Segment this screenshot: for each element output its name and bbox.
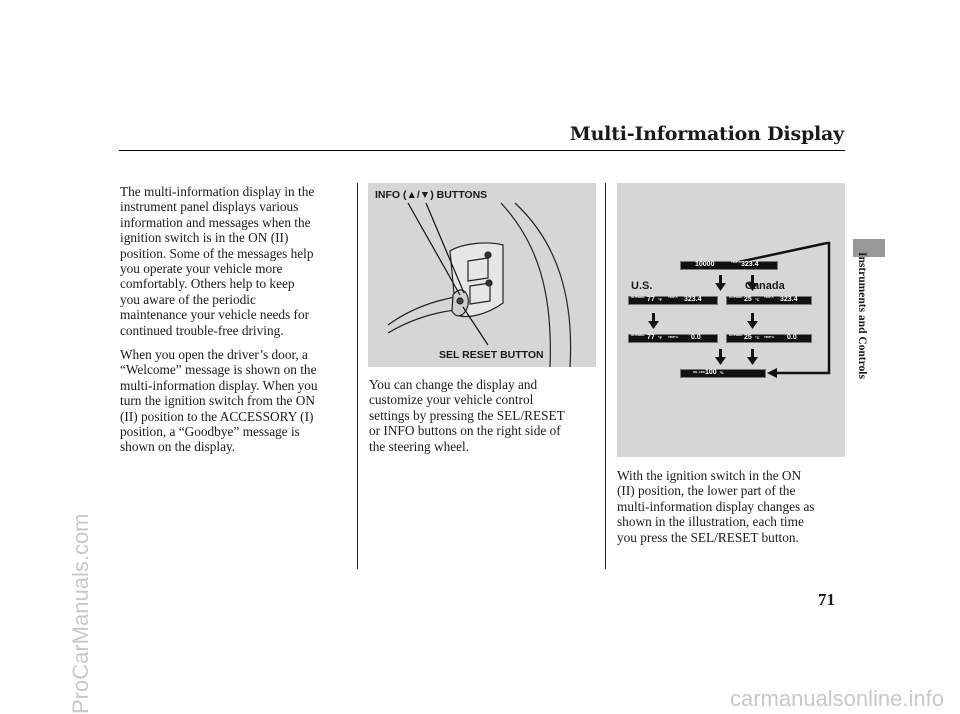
watermark-bottom: carmanualsonline.info	[729, 686, 944, 711]
sequence-paragraph: With the ignition switch in the ON (II) position, the lower part of the multi-information display changes as shown in the illustration, each time you press the SEL/RESET button.	[617, 468, 815, 545]
section-tab-label: Instruments and Controls	[856, 252, 868, 379]
title-rule	[119, 150, 845, 151]
info-buttons-label: INFO (▲/▼) BUTTONS	[375, 189, 488, 201]
column-divider	[605, 183, 606, 569]
page-number: 71	[818, 590, 835, 609]
welcome-paragraph: When you open the driver’s door, a “Welcome” message is shown on the multi-information display. When you turn the ignition switch from the ON (II) position to the ACCESSORY (I) position, a “Goodbye” message is shown on the display.	[120, 347, 318, 455]
us-label: U.S.	[631, 280, 653, 292]
lcd-oil-life: OIL LIFE 100 %	[680, 369, 766, 378]
controls-paragraph: You can change the display and customize your vehicle control settings by pressing the SEL/RESET or INFO buttons on the right side of the steering wheel.	[369, 377, 565, 454]
sel-reset-label: SEL RESET BUTTON	[439, 349, 544, 361]
steering-wheel-illustration	[368, 183, 596, 367]
column-divider	[357, 183, 358, 569]
watermark-left: ProCarManuals.com	[68, 513, 93, 714]
lcd-canada-trip-b: OUTSIDE 25 °C TRIP B 0.0	[726, 334, 812, 343]
display-sequence-figure	[617, 183, 845, 457]
lcd-us-trip-a: OUTSIDE 77 °F TRIP A 323.4	[628, 296, 718, 305]
canada-label: Canada	[745, 280, 785, 292]
lcd-odometer: 10000 TRIP A 323.4	[680, 261, 778, 270]
lcd-canada-trip-a: OUTSIDE 25 °C TRIP A 323.4	[726, 296, 812, 305]
sequence-arrows	[617, 183, 845, 457]
steering-wheel-figure	[368, 183, 596, 367]
page-title: Multi-Information Display	[569, 123, 844, 145]
intro-paragraph: The multi-information display in the instrument panel displays various information and messages when the ignition switch is in the ON (II) position. Some of the messages help you operate your vehicle more comfortably. Others help to keep you aware of the periodic maintenance your vehicle needs for continued trouble-free driving.	[120, 184, 315, 338]
lcd-us-trip-b: OUTSIDE 77 °F TRIP B 0.0	[628, 334, 718, 343]
